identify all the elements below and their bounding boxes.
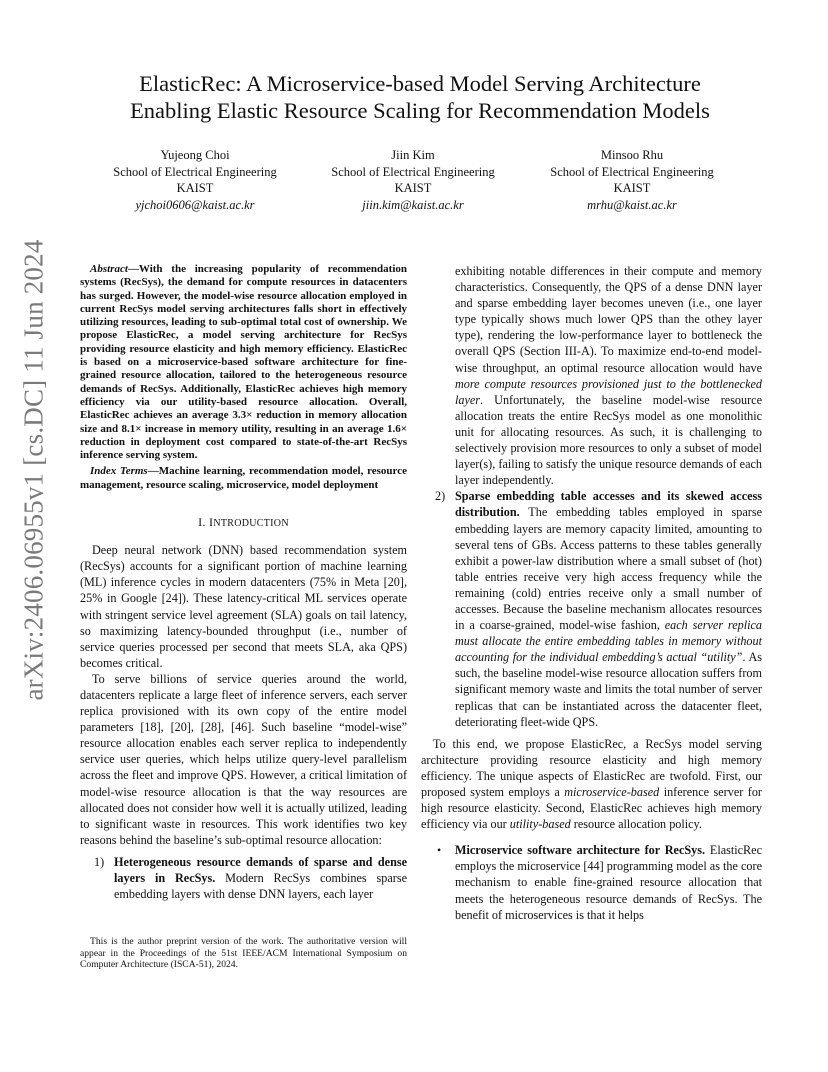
left-column xyxy=(80,263,407,902)
author-institution: KAIST xyxy=(394,181,432,195)
author-name: Yujeong Choi xyxy=(160,148,230,162)
arxiv-identifier xyxy=(14,239,54,701)
bullet-item-microservice xyxy=(421,842,762,922)
arxiv-id-text: arXiv:2406.06955v1 [cs.DC] 11 Jun 2024 xyxy=(18,239,49,701)
title-line-2: Enabling Elastic Resource Scaling for Recommendation Models xyxy=(130,98,710,123)
intro-paragraph-1: Deep neural network (DNN) based recommendation system (RecSys) accounts for a significant portion of machine learning (ML) inference cycles in modern datacenters (75% in Meta [20], 25% in Google [24]). These latency-critical ML services operate with stringent service level agreement (SLA) goals on tail latency, so maximizing latency-bounded throughput (i.e., number of service queries processed per second that meets SLA, aka QPS) becomes critical. xyxy=(80,543,407,670)
index-terms xyxy=(80,465,407,492)
right-column xyxy=(421,263,762,923)
index-terms-text: —Machine learning, recommendation model, resource management, resource scaling, microservice, model deployment xyxy=(80,465,407,491)
list-item-heading: Sparse embedding table accesses and its skewed access distribution. xyxy=(455,489,762,520)
author-affiliation: School of Electrical Engineering xyxy=(113,164,277,179)
author-email: jiin.kim@kaist.ac.kr xyxy=(362,197,464,212)
bullet-text: ElasticRec employs the microservice [44] programming model as the core mechanism to enable fine-grained resource allocation that meets the heterogeneous resource demands of RecSys. The benefit of microservices is that it helps xyxy=(455,843,762,922)
author-name: Minsoo Rhu xyxy=(600,148,664,162)
author-2 xyxy=(298,147,528,213)
section-heading-introduction: I. INTRODUCTION xyxy=(198,515,289,530)
abstract-label: Abstract xyxy=(90,263,128,275)
list-item-1-continued: exhibiting notable differences in their compute and memory characteristics. Consequently, the QPS of a dense DNN layer and sparse embedding layer becomes uneven (i.e., one layer type typically shows much lower QPS than the othey layer type), rendering the low-performance layer to bottleneck the overall QPS (Section III-A). To maximize end-to-end model-wise throughput, an optimal resource allocation would have more compute resources provisioned just to the bottlenecked layer. Unfortunately, the baseline model-wise resource allocation treats the entire RecSys model as one monolithic unit for allocating resources. As such, it is challenging to selectively provision more resources to only a subset of model layer(s), failing to satisfy the unique resource demands of each layer independently. xyxy=(455,264,762,488)
abstract-text: —With the increasing popularity of recommendation systems (RecSys), the demand for compute resources in datacenters has surged. However, the model-wise resource allocation employed in current RecSys model serving architectures falls short in effectively utilizing resources, leading to sub-optimal total cost of ownership. We propose ElasticRec, a model serving architecture for RecSys providing resource elasticity and high memory efficiency. ElasticRec is based on a microservice-based software architecture for fine-grained resource allocation, tailored to the heterogeneous resource demands of RecSys. Additionally, ElasticRec achieves high memory efficiency via our utility-based resource allocation. Overall, ElasticRec achieves an average 3.3× reduction in memory allocation size and 8.1× increase in memory utility, resulting in an average 1.6× reduction in deployment cost compared to state-of-the-art RecSys inference serving system. xyxy=(80,263,407,462)
author-email: yjchoi0606@kaist.ac.kr xyxy=(135,197,255,212)
list-number: 1) xyxy=(94,854,105,869)
footnote: This is the author preprint version of the work. The authoritative version will appear in the Proceedings of the 51st IEEE/ACM International Symposium on Computer Architecture (ISCA-51), 2024. xyxy=(80,936,407,971)
title-line-1: ElasticRec: A Microservice-based Model Serving Architecture xyxy=(139,71,701,96)
author-affiliation: School of Electrical Engineering xyxy=(331,164,495,179)
author-name: Jiin Kim xyxy=(391,148,435,162)
intro-paragraph-3: To this end, we propose ElasticRec, a RecSys model serving architecture providing resource elasticity and high memory efficiency. The unique aspects of ElasticRec are twofold. First, our proposed system employs a microservice-based inference server for high resource elasticity. Second, ElasticRec achieves high memory efficiency via our utility-based resource allocation policy. xyxy=(421,736,762,832)
author-institution: KAIST xyxy=(613,181,651,195)
abstract xyxy=(80,263,407,462)
list-item-text: Modern RecSys combines sparse embedding layers with dense DNN layers, each layer xyxy=(114,871,407,902)
bullet-heading: Microservice software architecture for RecSys. xyxy=(455,843,706,858)
author-institution: KAIST xyxy=(176,181,214,195)
bullet-icon: • xyxy=(437,843,442,858)
author-3 xyxy=(517,147,747,213)
author-block xyxy=(80,147,770,217)
intro-paragraph-2: To serve billions of service queries around the world, datacenters replicate a large fleet of inference servers, each server replica provisioned with its own copy of the entire model parameters [18], [20], [28], [46]. Such baseline “model-wise” resource allocation enables each server replica to independently service user queries, which helps utilize query-level parallelism across the fleet and improve QPS. However, a critical limitation of model-wise resource allocation is that the way resources are allocated does not consider how well it is actually utilized, leading to significant waste in resources. This work identifies two key reasons behind the baseline’s sub-optimal resource allocation: xyxy=(80,671,407,847)
paper-title xyxy=(80,70,760,124)
list-number: 2) xyxy=(435,489,446,504)
author-1 xyxy=(80,147,310,213)
list-item-heading: Heterogeneous resource demands of sparse and dense layers in RecSys. xyxy=(114,854,407,886)
list-item-1 xyxy=(80,854,407,902)
author-email: mrhu@kaist.ac.kr xyxy=(587,197,677,212)
author-affiliation: School of Electrical Engineering xyxy=(550,164,714,179)
index-terms-label: Index Terms xyxy=(90,465,148,478)
list-item-2: 2) Sparse embedding table accesses and its skewed access distribution. The embedding tables employed in sparse embedding layers are memory capacity limited, amounting to several tens of GBs. Access patterns to these tables generally exhibit a power-law distribution where a small subset of (hot) table entries receive very high access frequency while the remaining (cold) entries receive only a small number of accesses. Because the baseline mechanism allocates resources in a coarse-grained, model-wise fashion, each server replica must allocate the entire embedding tables in memory without accounting for the individual embedding’s actual “utility”. As such, the baseline model-wise resource allocation suffers from significant memory waste and limits the total number of server replicas that can be instantiated across the datacenter fleet, deteriorating fleet-wide QPS. xyxy=(435,489,762,729)
